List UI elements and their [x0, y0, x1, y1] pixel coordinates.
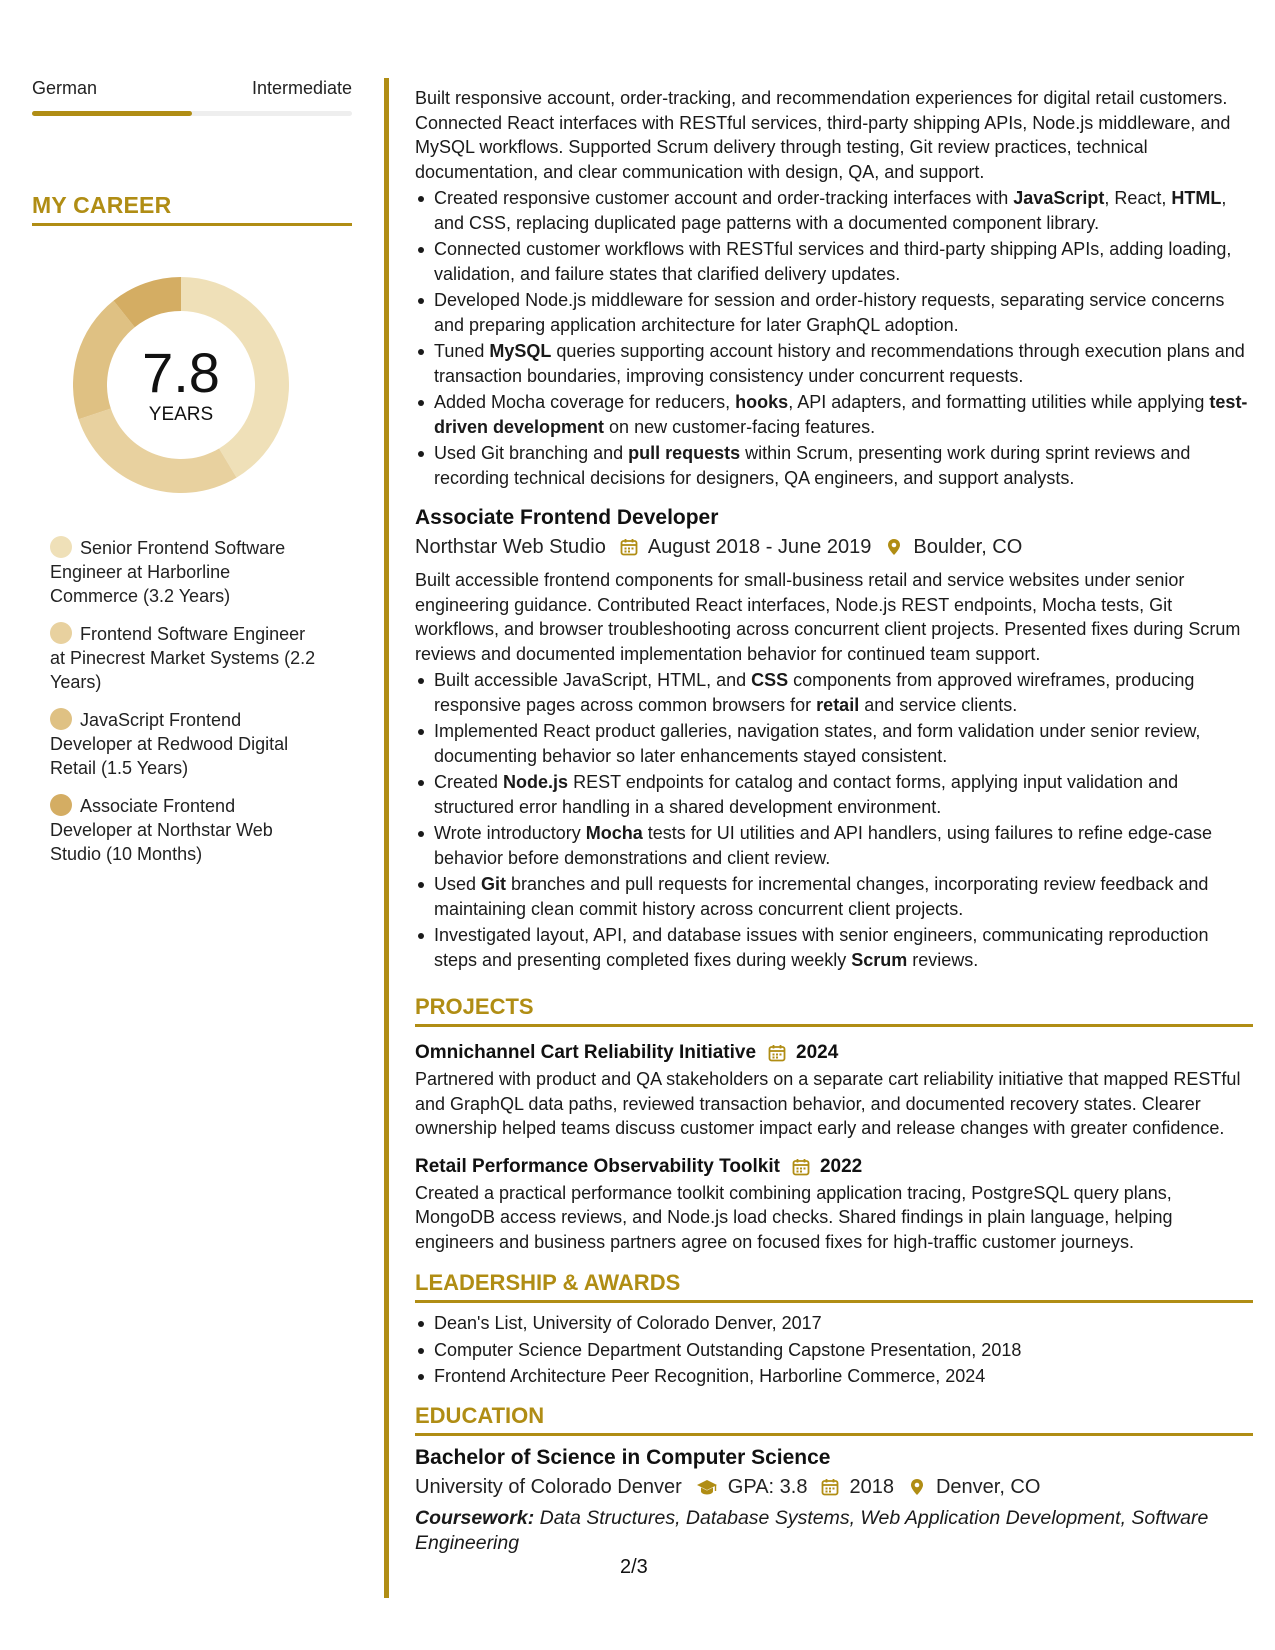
project-year: 2024 [796, 1042, 839, 1063]
coursework [415, 1506, 1253, 1556]
job-summary: Built responsive account, order-tracking, and recommendation experiences for digital retail customers. Connected React interfaces with RESTful services, third-party shipping APIs, Node.js middleware, and MySQL workflows. Supported Scrum delivery through testing, Git review practices, technical documentation, and clear communication with design, QA, and support. [415, 88, 1231, 182]
job-summary: Built accessible frontend components for small-business retail and service websites under senior engineering guidance. Contributed React interfaces, Node.js REST endpoints, Mocha tests, Git workflows, and browser troubleshooting across concurrent client projects. Presented fixes during Scrum reviews and documented implementation behavior for continued team support. [415, 570, 1241, 664]
bullet-item: Wrote introductory Mocha tests for UI utilities and API handlers, using failures to refine edge-case behavior before demonstrations and client review. [415, 821, 1253, 870]
legend-swatch [50, 794, 72, 816]
coursework-label: Coursework: [415, 1506, 535, 1529]
calendar-icon [620, 538, 638, 556]
project-description: Partnered with product and QA stakeholders on a separate cart reliability initiative that mapped RESTful and GraphQL data paths, reviewed transaction behavior, and documented recovery states. Clearer ownership helped teams discuss customer impact early and release changes with greater confidence. [415, 1069, 1241, 1138]
legend-label: Senior Frontend Software Engineer at Harborline Commerce (3.2 Years) [50, 538, 286, 606]
career-total-years: 7.8 [142, 341, 220, 404]
project-year: 2022 [819, 1155, 863, 1177]
career-legend [32, 536, 352, 866]
award-item: Computer Science Department Outstanding Capstone Presentation, 2018 [415, 1338, 1253, 1363]
awards-heading: LEADERSHIP & AWARDS [415, 1268, 1253, 1303]
school-location: Denver, CO [935, 1475, 1041, 1498]
project-description: Created a practical performance toolkit combining application tracing, PostgreSQL query plans, MongoDB access reviews, and Node.js load checks. Shared findings in plain language, helping engineers and business partners agree on focused fixes for high-traffic customer journeys. [415, 1182, 1173, 1252]
career-donut-chart [66, 270, 296, 500]
location-pin-icon [885, 538, 903, 556]
career-heading: MY CAREER [32, 192, 352, 226]
bullet-item: Implemented React product galleries, navigation states, and form validation under senior review, documenting behavior so later enhancements stayed consistent. [415, 719, 1253, 768]
calendar-icon [768, 1044, 786, 1062]
award-item: Dean's List, University of Colorado Denver, 2017 [415, 1311, 1253, 1336]
calendar-icon [792, 1158, 810, 1176]
project-title [415, 1039, 1253, 1067]
school-name: University of Colorado Denver [415, 1475, 682, 1498]
bullet-item: Connected customer workflows with RESTful services and third-party shipping APIs, adding loading, validation, and failure states that clarified delivery updates. [415, 237, 1253, 286]
bullet-item: Investigated layout, API, and database issues with senior engineers, communicating reproduction steps and presenting completed fixes during weekly Scrum reviews. [415, 923, 1253, 972]
degree-title: Bachelor of Science in Computer Science [415, 1445, 831, 1469]
right-column [415, 86, 1253, 1556]
legend-label: Frontend Software Engineer at Pinecrest Market Systems (2.2 Years) [50, 624, 316, 692]
job-company: Northstar Web Studio [415, 536, 606, 558]
projects-heading: PROJECTS [415, 992, 1253, 1027]
language-proficiency-bar [32, 111, 352, 116]
education-heading: EDUCATION [415, 1401, 1253, 1436]
bullet-item: Tuned MySQL queries supporting account history and recommendations through execution plans and transaction boundaries, improving consistency under concurrent requests. [415, 339, 1253, 388]
project-title [415, 1153, 1253, 1181]
graduation-year: 2018 [849, 1475, 894, 1498]
language-proficiency-fill [32, 111, 192, 116]
education-meta [415, 1472, 1253, 1502]
career-total-unit: YEARS [148, 404, 214, 425]
bullet-item: Used Git branches and pull requests for incremental changes, incorporating review feedback and maintaining clean commit history across concurrent client projects. [415, 872, 1253, 921]
legend-swatch [50, 536, 72, 558]
location-pin-icon [908, 1478, 926, 1496]
job-meta [415, 532, 1253, 562]
bullet-item: Added Mocha coverage for reducers, hooks, API adapters, and formatting utilities while applying test-driven development on new customer-facing features. [415, 390, 1253, 439]
career-legend-item [50, 794, 320, 866]
job-bullets [415, 186, 1253, 490]
bullet-item: Used Git branching and pull requests within Scrum, presenting work during sprint reviews and recording technical decisions for designers, QA engineers, and support analysts. [415, 441, 1253, 490]
legend-label: Associate Frontend Developer at Northstar Web Studio (10 Months) [50, 796, 273, 864]
award-item: Frontend Architecture Peer Recognition, Harborline Commerce, 2024 [415, 1364, 1253, 1389]
language-row [32, 78, 352, 99]
left-column [32, 78, 352, 880]
job-location: Boulder, CO [913, 536, 1023, 558]
page-number: 2/3 [620, 1556, 648, 1578]
job-bullets [415, 668, 1253, 972]
coursework-list: Data Structures, Database Systems, Web Application Development, Software Engineering [415, 1506, 1209, 1554]
project-name: Omnichannel Cart Reliability Initiative [415, 1042, 757, 1063]
bullet-item: Created Node.js REST endpoints for catalog and contact forms, applying input validation and structured error handling in a shared development environment. [415, 770, 1253, 819]
legend-swatch [50, 622, 72, 644]
bullet-item: Developed Node.js middleware for session and order-history requests, separating service concerns and preparing application architecture for later GraphQL adoption. [415, 288, 1253, 337]
job-dates: August 2018 - June 2019 [647, 536, 872, 558]
bullet-item: Created responsive customer account and order-tracking interfaces with JavaScript, React, HTML, and CSS, replacing duplicated page patterns with a documented component library. [415, 186, 1253, 235]
legend-swatch [50, 708, 72, 730]
bullet-item: Built accessible JavaScript, HTML, and CSS components from approved wireframes, producing responsive pages across common browsers for retail and service clients. [415, 668, 1253, 717]
gpa: GPA: 3.8 [727, 1475, 808, 1498]
awards-list [415, 1311, 1253, 1389]
language-name: German [32, 78, 98, 98]
career-legend-item [50, 708, 320, 780]
graduation-cap-icon [696, 1478, 718, 1496]
career-legend-item [50, 622, 320, 694]
career-legend-item [50, 536, 320, 608]
job-title: Associate Frontend Developer [415, 506, 719, 529]
language-level: Intermediate [251, 78, 352, 98]
calendar-icon [821, 1478, 839, 1496]
project-name: Retail Performance Observability Toolkit [415, 1155, 780, 1177]
legend-label: JavaScript Frontend Developer at Redwood Digital Retail (1.5 Years) [50, 710, 289, 778]
column-divider [384, 78, 389, 1598]
projects-list [415, 1039, 1253, 1254]
